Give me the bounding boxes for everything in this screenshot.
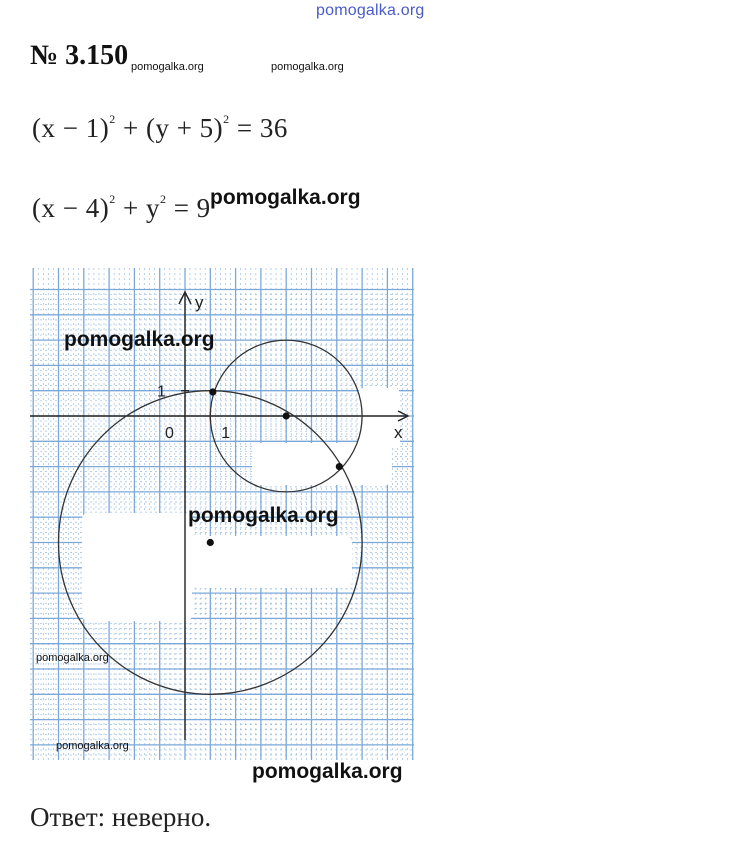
watermark-graph-middle: pomogalka.org	[188, 504, 339, 527]
point-big-center	[207, 539, 214, 546]
y-axis-label: y	[195, 293, 204, 312]
eq2-term-a: (x − 4)	[32, 193, 110, 223]
eq1-exp-a: 2	[109, 112, 116, 126]
watermark-eq2: pomogalka.org	[210, 186, 361, 209]
eq2-plus-y: + y	[122, 193, 160, 223]
x-unit-label: 1	[221, 425, 231, 442]
eq1-exp-b: 2	[223, 112, 230, 126]
equation-1	[32, 112, 288, 144]
watermark-graph-upper: pomogalka.org	[64, 328, 215, 351]
origin-label: 0	[165, 425, 174, 442]
eq1-plus: +	[122, 113, 139, 143]
y-unit-label: 1	[157, 383, 166, 401]
equation-2	[32, 192, 211, 224]
problem-title: № 3.150	[30, 40, 129, 71]
eq1-term-a: (x − 1)	[32, 113, 110, 143]
eq2-rhs: = 9	[173, 193, 211, 223]
eq2-exp-b: 2	[159, 192, 167, 206]
watermark-graph-left: pomogalka.org	[36, 652, 109, 664]
answer-text: Ответ: неверно.	[30, 802, 212, 832]
watermark-title-1: pomogalka.org	[131, 61, 204, 73]
watermark-top[interactable]: pomogalka.org	[316, 2, 425, 19]
point-intersection-upper	[209, 388, 216, 395]
point-intersection-lower	[336, 463, 343, 470]
eq2-exp-a: 2	[109, 192, 116, 206]
watermark-title-2: pomogalka.org	[271, 61, 344, 73]
point-small-center	[283, 412, 290, 419]
eq1-rhs: = 36	[236, 113, 288, 143]
watermark-graph-bottom-right: pomogalka.org	[252, 760, 403, 783]
x-axis-label: x	[394, 423, 403, 442]
eq1-term-b: (y + 5)	[145, 113, 224, 143]
watermark-graph-bottom-left: pomogalka.org	[56, 740, 129, 752]
